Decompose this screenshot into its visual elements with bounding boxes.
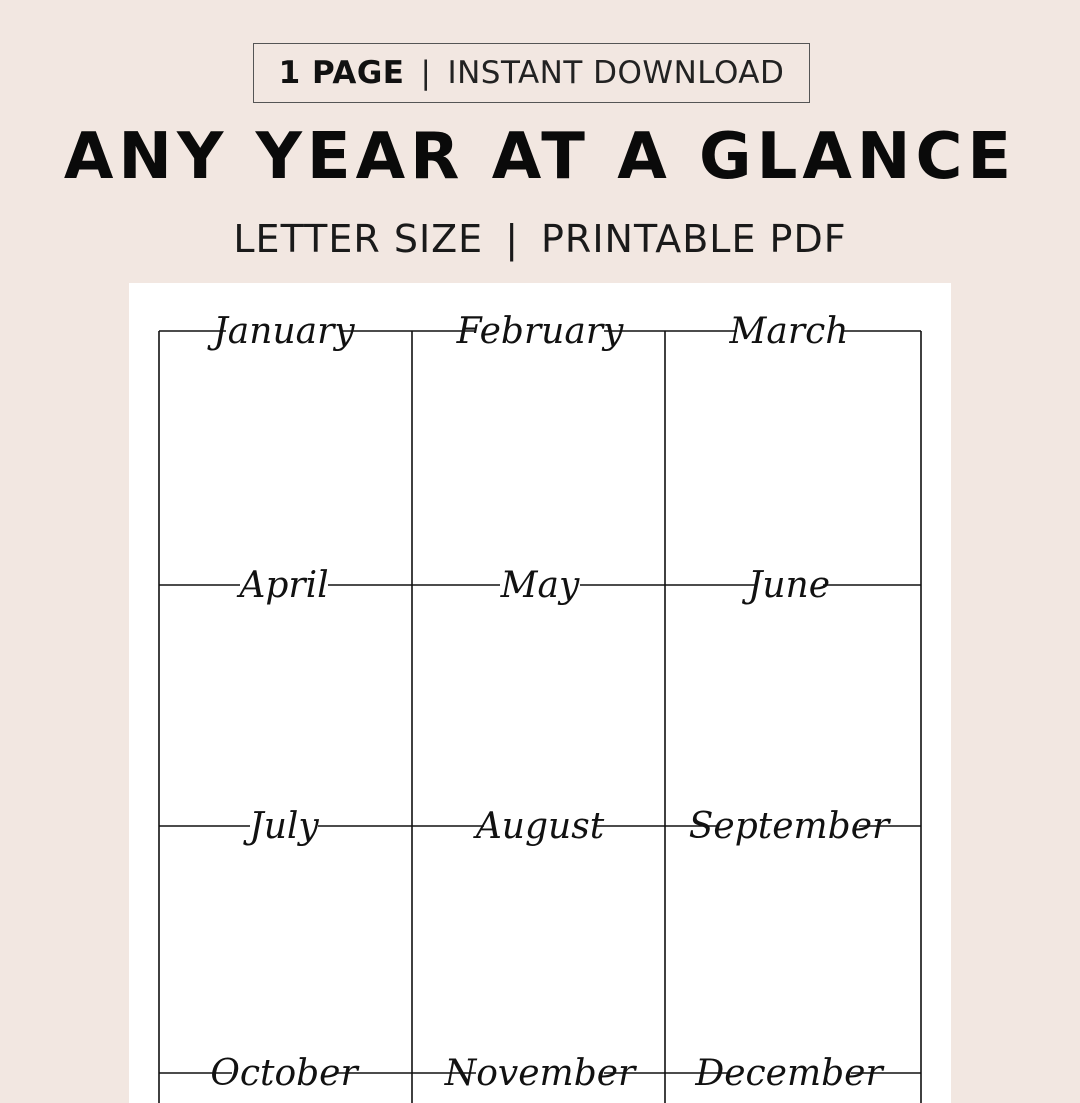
product-badge — [253, 43, 810, 103]
delivery-text: INSTANT DOWNLOAD — [447, 55, 785, 91]
month-label-november: November — [444, 1053, 636, 1094]
month-label-september: September — [688, 806, 890, 847]
subtitle-separator: | — [505, 217, 520, 261]
month-label-june: June — [747, 565, 831, 606]
month-label-february: February — [456, 311, 624, 352]
product-title: ANY YEAR AT A GLANCE — [63, 120, 1017, 194]
month-label-october: October — [210, 1053, 358, 1094]
month-label-july: July — [249, 806, 319, 847]
month-label-may: May — [500, 565, 580, 606]
month-label-december: December — [695, 1053, 883, 1094]
month-label-august: August — [475, 806, 605, 847]
size-text: LETTER SIZE — [233, 217, 484, 261]
month-label-april: April — [239, 565, 329, 606]
month-label-march: March — [729, 311, 849, 352]
format-text: PRINTABLE PDF — [541, 217, 847, 261]
badge-separator: | — [420, 55, 432, 91]
year-grid — [129, 283, 951, 1103]
page-count-text: 1 PAGE — [278, 55, 405, 91]
product-subtitle — [0, 217, 1080, 261]
month-label-january: January — [213, 311, 355, 352]
planner-sheet — [129, 283, 951, 1103]
